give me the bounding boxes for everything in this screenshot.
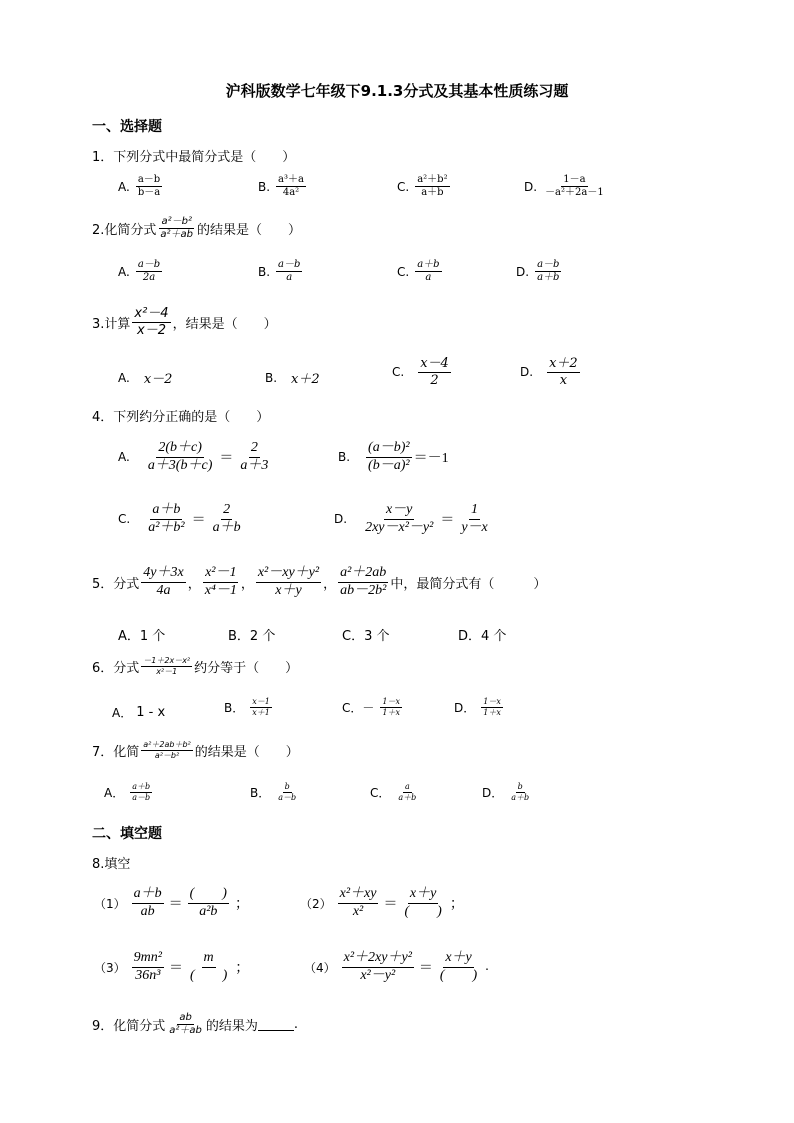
part-label: （4） (304, 960, 336, 975)
denominator: 36n³ (135, 967, 161, 983)
denominator: x²－1 (156, 666, 178, 676)
denominator: a²b (199, 903, 218, 919)
separator: ， (187, 576, 201, 592)
numerator: b (517, 782, 523, 791)
denominator: a²＋b² (148, 519, 185, 535)
q5-pre: 5．分式 (92, 576, 140, 592)
numerator: －1＋2x－x² (143, 656, 191, 665)
denominator-blank: ( ) (189, 967, 228, 983)
option-label: B． (250, 785, 271, 800)
q1-option-a (118, 174, 164, 199)
q2-option-d (516, 259, 563, 284)
q7-post: 的结果是（ ） (194, 744, 299, 760)
q5-option-b: B．2 个 (228, 629, 276, 644)
q4-option-d (334, 502, 492, 537)
separator: ， (323, 576, 337, 592)
denominator: a＋b (398, 792, 417, 802)
q8-part-1 (94, 886, 249, 921)
q6-option-a (112, 704, 165, 721)
denominator: x² (352, 903, 364, 919)
numerator: 2(b＋c) (156, 440, 204, 458)
question-5-stem (92, 565, 546, 600)
question-3-stem (92, 306, 277, 338)
section-fill: 二、填空题 (92, 826, 162, 842)
numerator: x－4 (420, 356, 449, 371)
option-text: 1 - x (136, 705, 166, 720)
question-6-stem (92, 656, 298, 676)
question-8-stem: 8.填空 (92, 857, 131, 872)
option-label: C．－ (342, 700, 375, 715)
option-label: C． (370, 785, 391, 800)
q2-pre: 2.化简分式 (92, 223, 157, 238)
numerator: 4y＋3x (141, 565, 185, 583)
denominator: a＋3 (240, 457, 269, 473)
q3-pre: 3.计算 (92, 316, 131, 332)
q1-option-d (524, 174, 608, 199)
numerator: 1 (469, 502, 480, 520)
numerator: x²－xy＋y² (256, 565, 321, 583)
option-label: A. (118, 370, 130, 385)
option-label: D． (482, 785, 504, 800)
q8-part-3 (94, 950, 249, 985)
numerator: a²＋2ab (338, 565, 388, 583)
numerator: 9mn² (132, 950, 164, 968)
option-label: D. (334, 512, 348, 527)
option-label: C. (392, 365, 405, 380)
numerator: x²－1 (203, 565, 238, 583)
denominator-blank: ( ) (439, 967, 478, 983)
numerator: a＋b (132, 782, 151, 791)
numerator: a＋b (132, 886, 164, 904)
q7-option-c (370, 782, 420, 802)
denominator: a (425, 272, 432, 283)
numerator: x＋y (408, 886, 438, 904)
option-label: D． (454, 700, 476, 715)
question-2-stem (92, 216, 301, 241)
denominator: x (559, 372, 568, 388)
denominator: a＋b (511, 792, 530, 802)
q3-option-a (118, 368, 172, 387)
end-mark: . (485, 959, 489, 975)
denominator-blank: ( ) (404, 903, 442, 919)
numerator: a＋b (150, 502, 182, 520)
q9-post: 的结果为 (205, 1019, 258, 1034)
q7-pre: 7．化简 (92, 744, 140, 760)
numerator: 1－a (563, 174, 586, 185)
end-mark: . (293, 1017, 299, 1032)
q2-option-a (118, 259, 164, 284)
numerator: a－b (278, 259, 301, 270)
q7-option-d (482, 782, 533, 802)
option-label: A. (118, 264, 130, 279)
denominator: x⁴－1 (204, 582, 237, 598)
numerator: x－1 (252, 697, 270, 706)
page-title: 沪科版数学七年级下9.1.3分式及其基本性质练习题 (225, 82, 569, 100)
q2-option-c (397, 259, 444, 284)
option-label: B. (258, 264, 271, 279)
option-text: x＋2 (291, 372, 320, 387)
q2-option-b (258, 259, 304, 284)
section-choice: 一、选择题 (92, 119, 162, 135)
option-label: B． (224, 700, 245, 715)
numerator: x²＋xy (338, 886, 379, 904)
rhs: ＝－1 (413, 451, 449, 467)
q5-post: 中，最简分式有（ ） (390, 576, 547, 592)
denominator: 1＋x (382, 707, 400, 717)
part-label: （3） (94, 960, 126, 975)
end-mark: ； (449, 897, 464, 913)
denominator: 2a (142, 272, 156, 283)
numerator: a＋b (417, 259, 440, 270)
equals-sign: ＝ (440, 513, 455, 529)
q5-option-d: D．4 个 (458, 629, 507, 644)
denominator: ab (140, 903, 155, 919)
q5-option-a: A．1 个 (118, 629, 166, 644)
denominator: a＋3(b＋c) (147, 457, 213, 473)
denominator: a＋b (212, 519, 241, 535)
q4-option-b (338, 440, 449, 475)
denominator: ab－2b² (340, 582, 387, 598)
q4-option-c (118, 502, 245, 537)
q6-option-d (454, 697, 505, 717)
numerator: x＋2 (549, 356, 578, 371)
numerator: x²＋2xy＋y² (342, 950, 414, 968)
q6-pre: 6．分式 (92, 660, 140, 676)
q3-option-c (392, 356, 453, 388)
numerator-blank: ( ) (188, 886, 229, 904)
denominator: x＋y (275, 582, 302, 598)
numerator: a－b (137, 174, 161, 185)
equals-sign: ＝ (191, 513, 206, 529)
numerator: x＋y (443, 950, 473, 968)
question-4-stem: 4．下列约分正确的是（ ） (92, 410, 270, 425)
denominator: (b－a)² (368, 457, 410, 473)
denominator: a＋b (537, 272, 560, 283)
option-label: B. (338, 450, 351, 465)
numerator: a²＋2ab＋b² (143, 740, 191, 749)
q2-post: 的结果是（ ） (197, 223, 302, 238)
denominator: －a²＋2a－1 (545, 187, 604, 198)
option-label: A. (118, 450, 130, 465)
q6-option-b (224, 697, 274, 717)
option-label: D. (524, 179, 538, 194)
denominator: a－b (278, 792, 297, 802)
option-label: D. (520, 365, 534, 380)
equals-sign: ＝ (168, 897, 183, 913)
question-9-stem (92, 1012, 298, 1037)
denominator: 4a² (282, 187, 300, 198)
equals-sign: ＝ (219, 451, 234, 467)
separator: ， (240, 576, 254, 592)
option-label: A． (112, 706, 133, 720)
equals-sign: ＝ (168, 961, 183, 977)
numerator: a²＋b² (417, 174, 448, 185)
end-mark: ； (235, 961, 250, 977)
option-label: C. (118, 512, 131, 527)
numerator: 1－x (483, 697, 501, 706)
numerator: ab (179, 1012, 192, 1023)
numerator: b (284, 782, 290, 791)
q5-option-c: C．3 个 (342, 629, 390, 644)
q3-post: ，结果是（ ） (172, 316, 277, 332)
denominator: a²＋ab (169, 1025, 202, 1036)
q7-option-b (250, 782, 300, 802)
q3-option-d (520, 356, 582, 388)
numerator: a²－b² (161, 216, 192, 227)
option-label: C. (397, 179, 410, 194)
option-label: A. (118, 179, 130, 194)
part-label: （2） (300, 896, 332, 911)
q7-option-a (104, 782, 154, 802)
option-label: B. (265, 370, 278, 385)
option-text: x－2 (143, 372, 173, 387)
question-1-stem: 1．下列分式中最简分式是（ ） (92, 150, 296, 165)
denominator: 1＋x (483, 707, 501, 717)
denominator: a²＋ab (160, 229, 194, 240)
q8-part-4 (304, 950, 489, 985)
option-label: A． (104, 785, 125, 800)
q6-option-c (342, 697, 404, 717)
numerator: (a－b)² (366, 440, 412, 458)
numerator: a (404, 782, 410, 791)
q1-option-b (258, 174, 308, 199)
denominator: 2 (430, 372, 439, 388)
denominator: b－a (137, 187, 161, 198)
denominator: a²－b² (154, 750, 180, 760)
numerator: 2 (221, 502, 232, 520)
equals-sign: ＝ (418, 961, 433, 977)
end-mark: ； (234, 897, 249, 913)
denominator: y－x (461, 519, 488, 535)
denominator: x²－y² (360, 967, 396, 983)
q1-option-c (397, 174, 452, 199)
numerator: x－y (384, 502, 414, 520)
equals-sign: ＝ (383, 897, 398, 913)
numerator: m (202, 950, 216, 968)
q3-option-b (265, 368, 320, 387)
denominator: x＋1 (252, 707, 270, 717)
denominator: a (286, 272, 293, 283)
denominator: a＋b (421, 187, 444, 198)
denominator: x－2 (137, 322, 166, 338)
q6-post: 约分等于（ ） (194, 660, 299, 676)
numerator: 1－x (382, 697, 400, 706)
denominator: 2xy－x²－y² (365, 519, 434, 535)
q4-option-a (118, 440, 272, 475)
q8-part-2 (300, 886, 464, 921)
denominator: 4a (156, 582, 171, 598)
numerator: x²－4 (134, 306, 169, 321)
option-label: C. (397, 264, 410, 279)
numerator: a³＋a (278, 174, 304, 185)
numerator: 2 (249, 440, 260, 458)
denominator: a－b (132, 792, 151, 802)
question-7-stem (92, 740, 299, 760)
option-label: B. (258, 179, 271, 194)
part-label: （1） (94, 896, 126, 911)
q9-pre: 9．化简分式 (92, 1019, 166, 1034)
numerator: a－b (137, 259, 161, 270)
option-label: D. (516, 264, 530, 279)
answer-blank[interactable] (258, 1018, 294, 1031)
numerator: a－b (537, 259, 560, 270)
